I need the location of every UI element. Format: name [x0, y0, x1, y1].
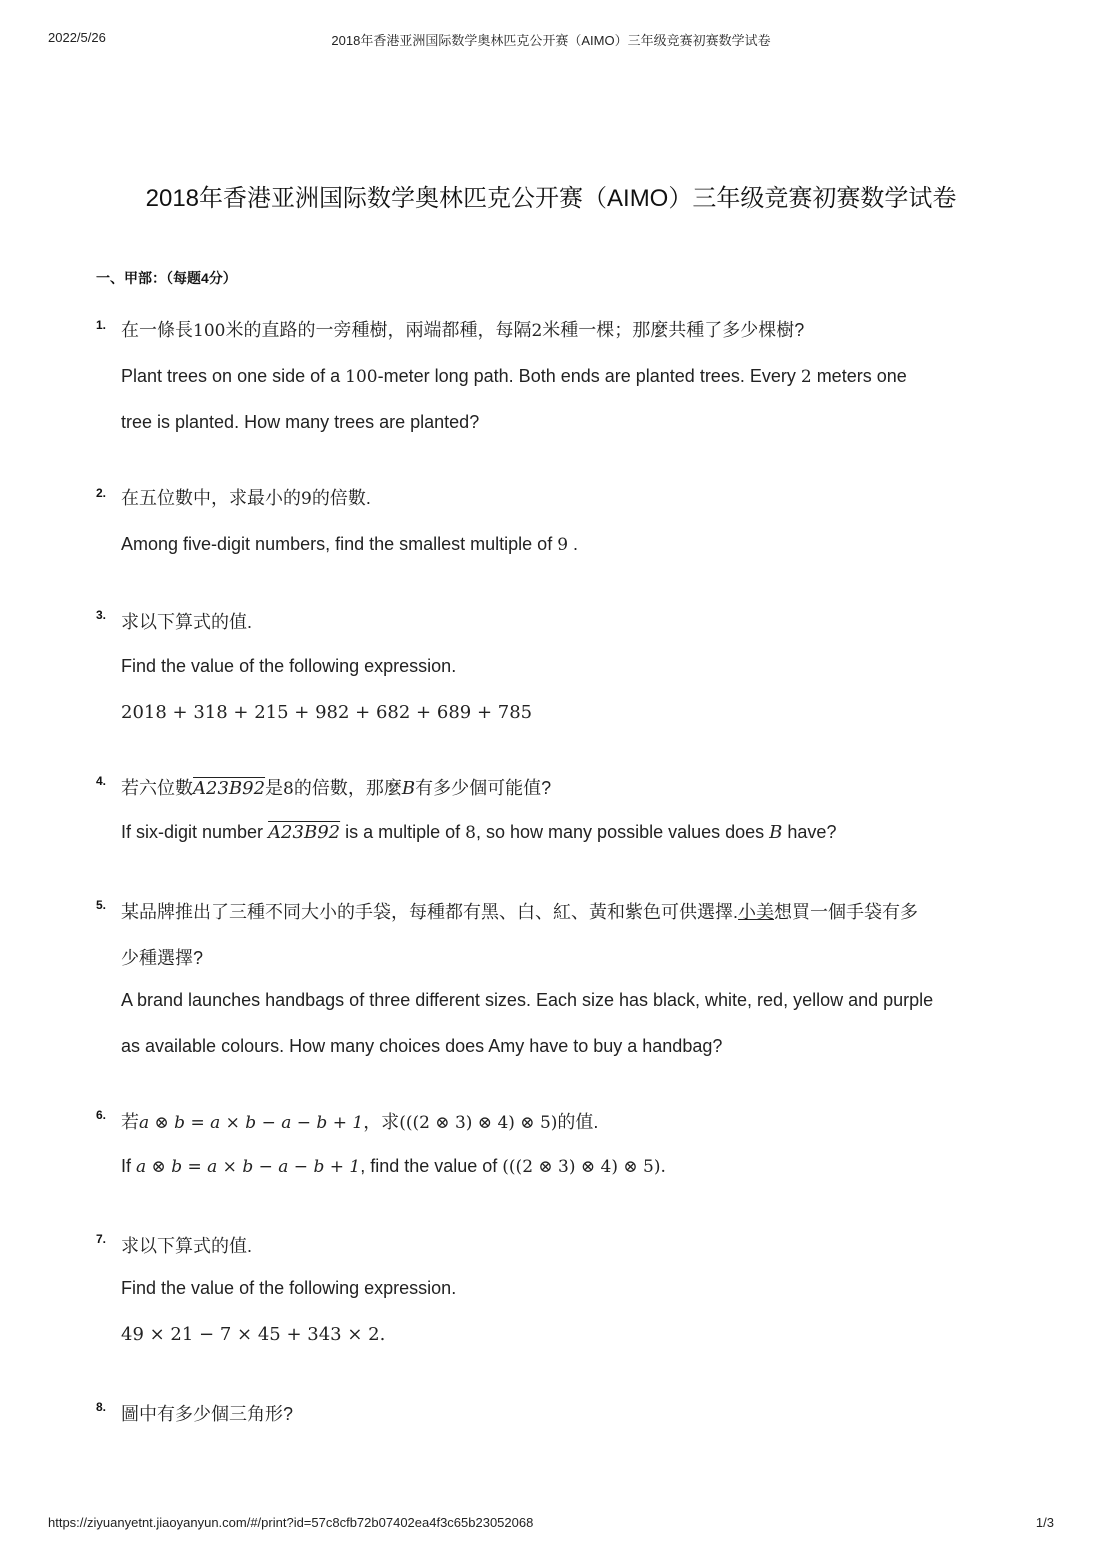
question-expression: 49 × 21 − 7 × 45 + 343 × 2.: [121, 1324, 386, 1345]
print-header: [48, 30, 1054, 50]
page-title: 2018年香港亚洲国际数学奥林匹克公开赛（AIMO）三年级竞赛初赛数学试卷: [145, 185, 957, 212]
question-text-en: Among five-digit numbers, find the smallest multiple of 9 .: [121, 534, 579, 555]
underlined-name: 小美: [738, 902, 774, 922]
question-text-zh: 若六位數A23B92是8的倍數，那麼B有多少個可能值?: [121, 778, 552, 799]
question-text-en-cont: tree is planted. How many trees are planted?: [121, 412, 480, 432]
question-number: 2.: [96, 486, 107, 500]
question-number: 4.: [96, 774, 107, 788]
question-text-en: Find the value of the following expression.: [121, 656, 457, 676]
section-title: 一、甲部：（每题4分）: [96, 270, 237, 286]
page-number: 1/3: [1035, 1515, 1054, 1530]
question-number: 3.: [96, 608, 107, 622]
question-text-zh: 求以下算式的值.: [121, 1236, 253, 1256]
question-text-en: Find the value of the following expression.: [121, 1278, 457, 1298]
overline-number: A23B92: [268, 822, 341, 843]
question-text-en: A brand launches handbags of three different sizes. Each size has black, white, red, yellow and purple: [121, 990, 934, 1010]
question-text-en: Plant trees on one side of a 100-meter long path. Both ends are planted trees. Every 2 meters one: [121, 366, 907, 387]
print-footer: [48, 1515, 1054, 1535]
question-text-zh: 圖中有多少個三角形?: [121, 1404, 294, 1424]
question-text-en: If a ⊗ b = a × b − a − b + 1, find the value of (((2 ⊗ 3) ⊗ 4) ⊗ 5).: [121, 1156, 666, 1177]
question-number: 6.: [96, 1108, 107, 1122]
question-text-en: If six-digit number A23B92 is a multiple of 8, so how many possible values does B have?: [121, 822, 837, 843]
question-text-zh: 在一條長100米的直路的一旁種樹，兩端都種，每隔2米種一棵；那麼共種了多少棵樹?: [121, 320, 805, 341]
question-text-zh: 若a ⊗ b = a × b − a − b + 1，求(((2 ⊗ 3) ⊗ 4) ⊗ 5)的值.: [121, 1112, 599, 1133]
question-number: 5.: [96, 898, 107, 912]
print-url: https://ziyuanyetnt.jiaoyanyun.com/#/print?id=57c8cfb72b07402ea4f3c65b23052068: [48, 1515, 534, 1530]
overline-number: A23B92: [193, 778, 266, 799]
question-number: 1.: [96, 318, 107, 332]
print-date: 2022/5/26: [48, 30, 106, 45]
question-number: 7.: [96, 1232, 107, 1246]
question-number: 8.: [96, 1400, 107, 1414]
question-text-zh-cont: 少種選擇?: [121, 948, 204, 968]
print-doc-title: 2018年香港亚洲国际数学奥林匹克公开赛（AIMO）三年级竞赛初赛数学试卷: [331, 33, 771, 48]
question-text-zh: 某品牌推出了三種不同大小的手袋，每種都有黑、白、紅、黃和紫色可供選擇.小美想買一個手袋有多: [121, 902, 918, 922]
question-text-en-cont: as available colours. How many choices does Amy have to buy a handbag?: [121, 1036, 723, 1056]
question-text-zh: 求以下算式的值.: [121, 612, 253, 632]
question-expression: 2018 + 318 + 215 + 982 + 682 + 689 + 785: [121, 702, 533, 723]
question-text-zh: 在五位數中，求最小的9的倍數.: [121, 488, 371, 509]
